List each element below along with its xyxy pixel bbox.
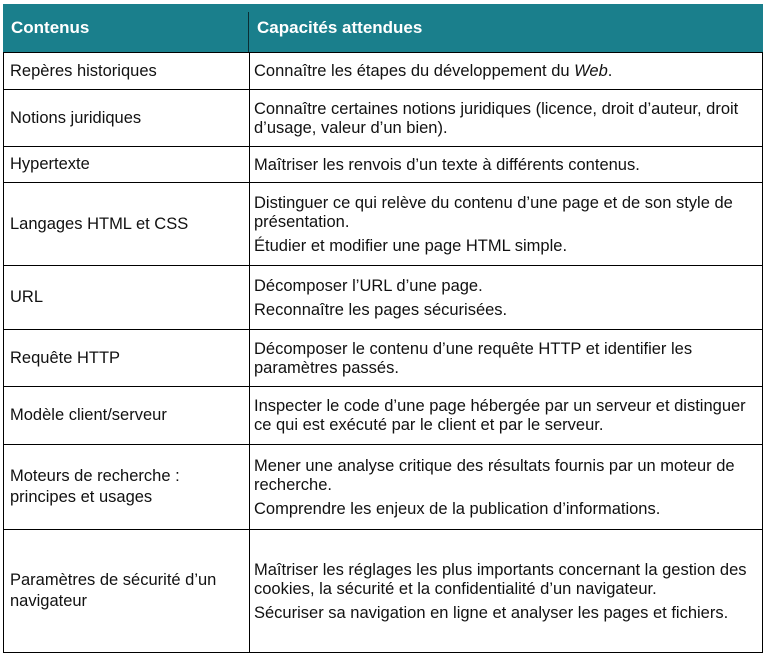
capacite-text: Étudier et modifier une page HTML simple. xyxy=(254,236,568,255)
row-capacites xyxy=(250,53,762,89)
table-row xyxy=(3,445,763,530)
row-contenu: Notions juridiques xyxy=(4,90,250,146)
row-capacites xyxy=(250,90,762,146)
capacite-text: Connaître certaines notions juridiques (licence, droit d’auteur, droit d’usage, valeur d’un bien). xyxy=(254,99,739,137)
table-row xyxy=(3,90,763,147)
header-capacites: Capacités attendues xyxy=(257,18,423,37)
row-contenu: Moteurs de recherche : principes et usages xyxy=(4,445,250,529)
row-capacites xyxy=(250,183,762,265)
capacite-text: Maîtriser les renvois d’un texte à différents contenus. xyxy=(254,155,640,174)
capacite-text: Maîtriser les réglages les plus importants concernant la gestion des cookies, la sécurité et la confidentialité d’un navigateur. xyxy=(254,560,747,598)
table-row xyxy=(3,147,763,183)
row-capacites xyxy=(250,530,762,652)
table-row xyxy=(3,387,763,445)
row-contenu: Requête HTTP xyxy=(4,330,250,386)
row-contenu: Modèle client/serveur xyxy=(4,387,250,444)
capacite-text: Décomposer le contenu d’une requête HTTP et identifier les paramètres passés. xyxy=(254,339,693,377)
header-divider xyxy=(248,12,249,52)
row-capacites xyxy=(250,330,762,386)
capacite-text: Mener une analyse critique des résultats fournis par un moteur de recherche. xyxy=(254,456,735,494)
row-capacites xyxy=(250,387,762,444)
capacite-text: Reconnaître les pages sécurisées. xyxy=(254,300,508,319)
table-row xyxy=(3,266,763,330)
capacite-text: Inspecter le code d’une page hébergée par un serveur et distinguer ce qui est exécuté par le client et par le serveur. xyxy=(254,397,746,434)
capacite-text: Sécuriser sa navigation en ligne et analyser les pages et fichiers. xyxy=(254,603,729,622)
web-italic: Web xyxy=(574,62,608,80)
capacite-text: Décomposer l’URL d’une page. xyxy=(254,276,483,295)
row-contenu: URL xyxy=(4,266,250,329)
header-contenus: Contenus xyxy=(11,18,90,37)
table-row xyxy=(3,52,763,90)
table-row xyxy=(3,330,763,387)
table-row xyxy=(3,183,763,266)
curriculum-table xyxy=(3,4,763,653)
row-capacites xyxy=(250,266,762,329)
row-contenu: Hypertexte xyxy=(4,147,250,182)
capacite-text: Connaître les étapes du développement du Web. xyxy=(254,62,613,80)
table-header xyxy=(3,4,763,52)
capacite-text: Comprendre les enjeux de la publication d’informations. xyxy=(254,499,661,518)
row-contenu: Repères historiques xyxy=(4,53,250,89)
table-row xyxy=(3,530,763,653)
capacite-text: Distinguer ce qui relève du contenu d’une page et de son style de présentation. xyxy=(254,193,733,231)
row-contenu: Paramètres de sécurité d’un navigateur xyxy=(4,530,250,652)
row-capacites xyxy=(250,445,762,529)
row-contenu: Langages HTML et CSS xyxy=(4,183,250,265)
row-capacites xyxy=(250,147,762,182)
